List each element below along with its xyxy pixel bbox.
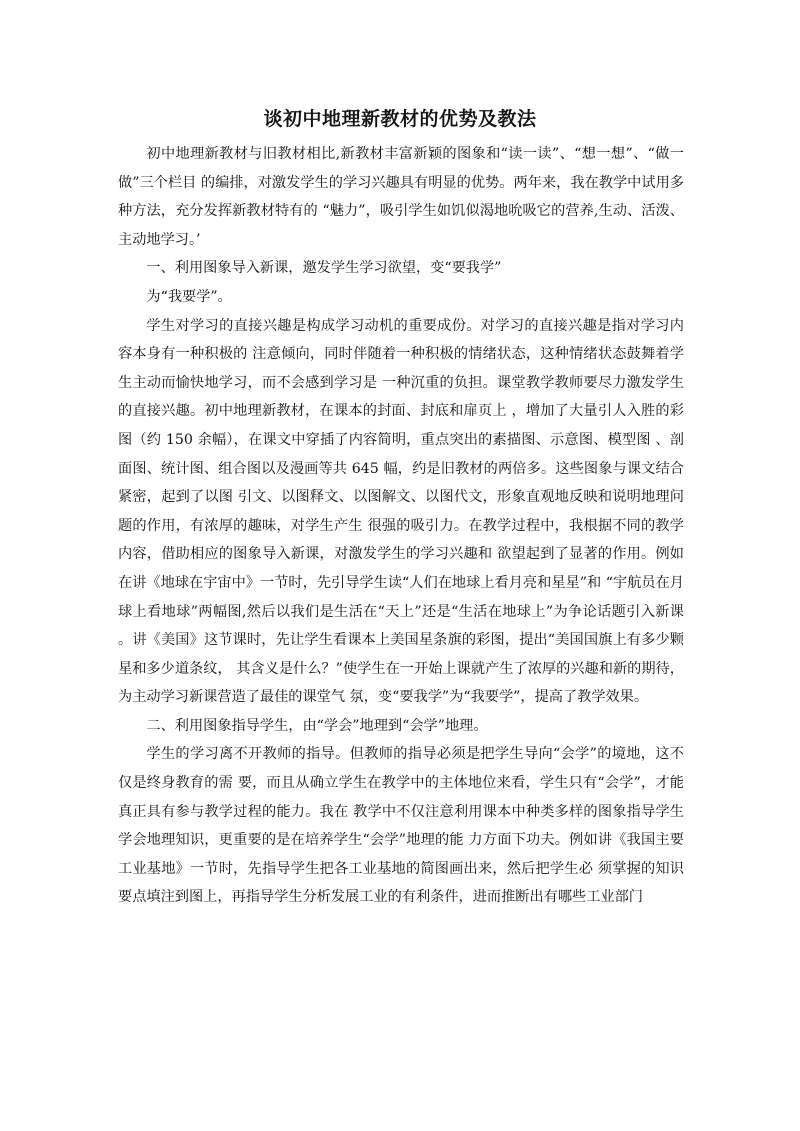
document-body	[118, 140, 684, 912]
section-2-paragraph: 学生的学习离不开教师的指导。但教师的指导必须是把学生导向“会学”的境地，这不仅是终身教育的需 要，而且从确立学生在教学中的主体地位来看，学生只有“会学”，才能真正具有参与教学过程的能力。我在 教学中不仅注意利用课本中种类多样的图象指导学生学会地理知识，更重要的是在培养学生“会学”地理的能 力方面下功夫。例如讲《我国主要工业基地》一节时，先指导学生把各工业基地的简图画出来，然后把学生必 须掌握的知识要点填注到图上，再指导学生分析发展工业的有利条件，进而推断出有哪些工业部门	[118, 746, 684, 906]
section-heading-2: 二、利用图象指导学生，由“学会”地理到“会学”地理。	[146, 717, 488, 734]
section-heading-1: 一、利用图象导入新课，邀发学生学习欲望，变“要我学”	[146, 260, 502, 277]
section-1-paragraph: 学生对学习的直接兴趣是构成学习动机的重要成份。对学习的直接兴趣是指对学习内容本身有一种积极的 注意倾向，同时伴随着一种积极的情绪状态，这种情绪状态鼓舞着学生主动而愉快地学习，而不会感到学习是 一种沉重的负担。课堂教学教师要尽力激发学生的直接兴趣。初中地理新教材，在课本的封面、封底和扉页上 ，增加了大量引人入胜的彩图（约 150 余幅），在课文中穿插了内容简明，重点突出的素描图、示意图、模型图 、剖面图、统计图、组合图以及漫画等共 645 幅，约是旧教材的两倍多。这些图象与课文结合紧密，起到了以图 引文、以图释文、以图解文、以图代文，形象直观地反映和说明地理问题的作用，有浓厚的趣味，对学生产生 很强的吸引力。在教学过程中，我根据不同的教学内容，借助相应的图象导入新课，对激发学生的学习兴趣和 欲望起到了显著的作用。例如在讲《地球在宇宙中》一节时，先引导学生读“人们在地球上看月亮和星星”和 “宇航员在月球上看地球”两幅图,然后以我们是生活在“天上”还是“生活在地球上”为争论话题引入新课 。讲《美国》这节课时，先让学生看课本上美国星条旗的彩图，提出“美国国旗上有多少颗星和多少道条纹， 其含义是什么？”使学生在一开始上课就产生了浓厚的兴趣和新的期待，为主动学习新课营造了最佳的课堂气 氛，变“要我学”为“我要学”，提高了教学效果。	[118, 317, 684, 706]
document-title: 谈初中地理新教材的优势及教法	[263, 108, 537, 130]
intro-paragraph: 初中地理新教材与旧教材相比,新教材丰富新颖的图象和“读一读”、“想一想”、“做一做”三个栏目 的编排，对激发学生的学习兴趣具有明显的优势。两年来，我在教学中试用多种方法，充分发挥新教材特有的 “魅力”，吸引学生如饥似渴地吮吸它的营养,生动、活泼、主动地学习。’	[118, 146, 684, 248]
section-heading-1-continued: 为“我要学”。	[146, 288, 232, 305]
